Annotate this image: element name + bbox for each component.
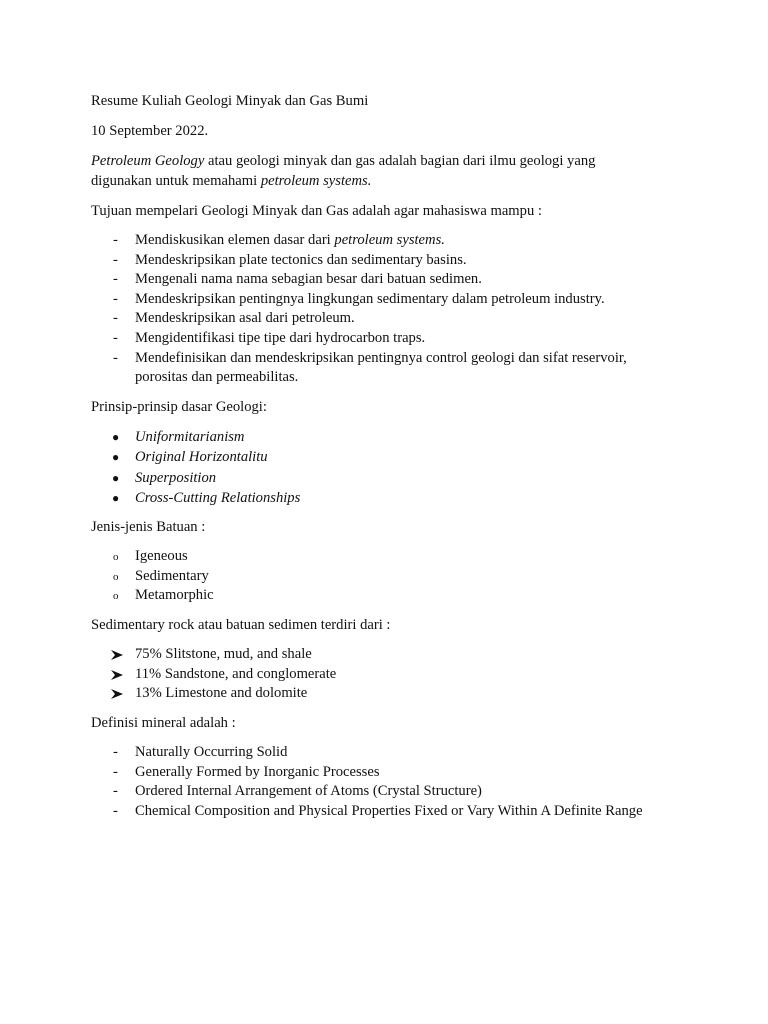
document-date: 10 September 2022.	[91, 123, 209, 139]
objective-term: petroleum systems.	[334, 232, 445, 248]
list-item: - Chemical Composition and Physical Properties Fixed or Vary Within A Definite Range	[91, 802, 691, 822]
dash-marker: -	[113, 744, 118, 760]
circle-marker: o	[113, 590, 119, 603]
dash-marker: -	[113, 763, 118, 780]
objectives-list	[91, 231, 691, 388]
bullet-marker: ●	[112, 490, 120, 505]
list-item: - Mengidentifikasi tipe tipe dari hydrocarbon traps.	[91, 329, 691, 349]
intro-paragraph	[91, 152, 691, 191]
intro-term2: petroleum systems.	[260, 172, 372, 189]
list-item: ● Uniformitarianism	[91, 427, 691, 447]
list-item: o Igeneous	[91, 547, 691, 567]
list-item: - Mendeskripsikan plate tectonics dan sedimentary basins.	[91, 251, 691, 271]
mineral-heading: Definisi mineral adalah :	[91, 715, 236, 731]
list-item: ● Superposition	[91, 468, 691, 488]
arrow-bullet-icon	[111, 689, 123, 699]
circle-marker: o	[113, 551, 119, 563]
list-item: 13% Limestone and dolomite	[91, 684, 691, 704]
circle-marker: o	[113, 570, 119, 583]
list-item: - Generally Formed by Inorganic Processes	[91, 763, 691, 783]
document-title: Resume Kuliah Geologi Minyak dan Gas Bumi	[91, 93, 369, 109]
list-item: - Mendeskripsikan asal dari petroleum.	[91, 309, 691, 329]
list-item: - Mendeskripsikan pentingnya lingkungan sedimentary dalam petroleum industry.	[91, 290, 691, 310]
bullet-marker: ●	[112, 430, 120, 444]
dash-marker: -	[113, 783, 118, 800]
intro-text-b: digunakan untuk memahami	[91, 172, 261, 189]
bullet-marker: ●	[112, 470, 120, 485]
dash-marker: -	[113, 232, 118, 248]
rock-types-list	[91, 547, 691, 606]
dash-marker: -	[113, 349, 118, 366]
mineral-list	[91, 743, 691, 821]
objectives-heading: Tujuan mempelari Geologi Minyak dan Gas adalah agar mahasiswa mampu :	[91, 203, 542, 219]
dash-marker: -	[113, 271, 118, 288]
rock-types-heading: Jenis-jenis Batuan :	[91, 519, 206, 535]
list-item: ● Original Horizontalitu	[91, 447, 691, 467]
list-item: o Metamorphic	[91, 586, 691, 606]
list-item: - Ordered Internal Arrangement of Atoms (Crystal Structure)	[91, 782, 691, 802]
dash-marker: -	[113, 290, 118, 307]
bullet-marker: ●	[112, 450, 120, 465]
arrow-bullet-icon	[111, 650, 123, 660]
list-item: o Sedimentary	[91, 567, 691, 587]
intro-term: Petroleum Geology	[91, 153, 205, 169]
list-item: - Naturally Occurring Solid	[91, 743, 691, 763]
sedimentary-heading: Sedimentary rock atau batuan sedimen terdiri dari :	[91, 617, 391, 633]
list-item: - Mendiskusikan elemen dasar dari petroleum systems.	[91, 231, 691, 251]
sedimentary-list	[91, 645, 691, 704]
principles-heading: Prinsip-prinsip dasar Geologi:	[91, 399, 267, 415]
list-item: 11% Sandstone, and conglomerate	[91, 665, 691, 685]
dash-marker: -	[113, 802, 118, 819]
arrow-bullet-icon	[111, 670, 123, 680]
list-item: ● Cross-Cutting Relationships	[91, 488, 691, 508]
dash-marker: -	[113, 310, 118, 327]
dash-marker: -	[113, 251, 118, 268]
dash-marker: -	[113, 329, 118, 346]
intro-text-a: atau geologi minyak dan gas adalah bagian dari ilmu geologi yang	[204, 153, 596, 169]
list-item: 75% Slitstone, mud, and shale	[91, 645, 691, 665]
principles-list	[91, 427, 691, 508]
list-item: - Mengenali nama nama sebagian besar dari batuan sedimen.	[91, 270, 691, 290]
list-item: - Mendefinisikan dan mendeskripsikan pentingnya control geologi dan sifat reservoir, porositas dan permeabilitas.	[113, 349, 627, 386]
